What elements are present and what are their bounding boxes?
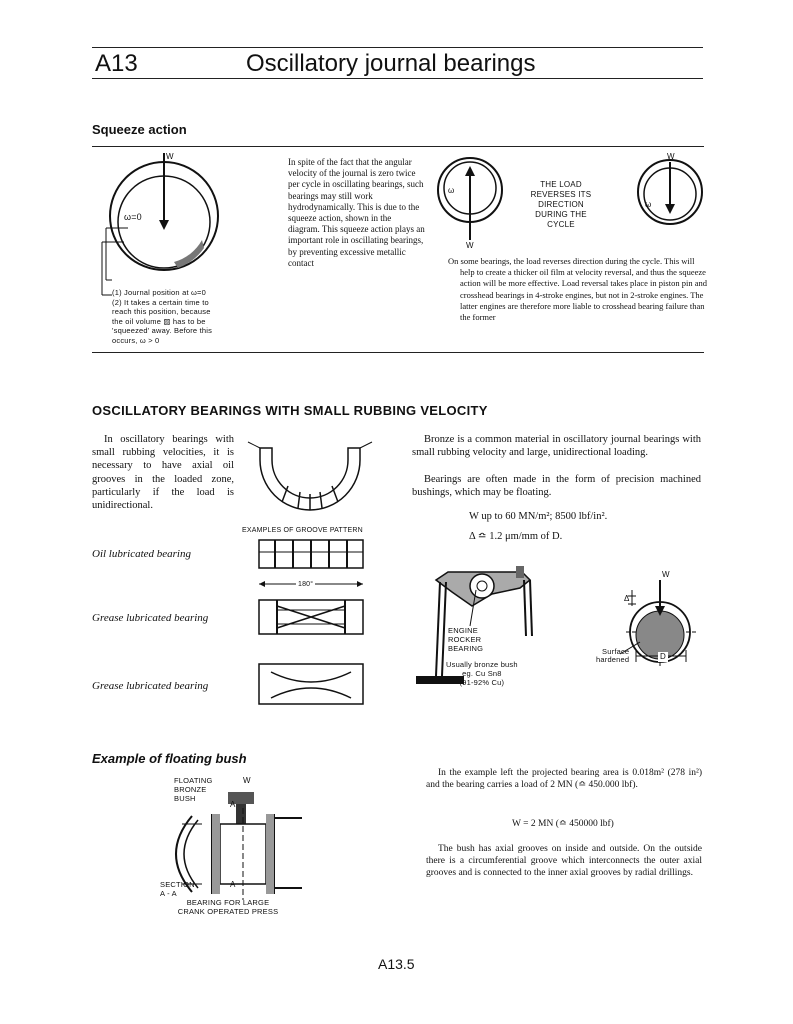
floating-w-label: W xyxy=(243,776,251,785)
fig1-note-line: occurs, ω > 0 xyxy=(112,335,160,345)
floating-para1: In the example left the projected bearing area is 0.018m² (278 in²) and the bearing carries a load of 2 MN (≏ 450.000 lbf). xyxy=(426,768,702,791)
angle-label: 180° xyxy=(298,581,314,588)
delta-label: Δ xyxy=(624,594,630,603)
fig1-note-line: (1) Journal position at ω=0 xyxy=(112,288,207,297)
small-rubbing-heading: OSCILLATORY BEARINGS WITH SMALL RUBBING VELOCITY xyxy=(92,403,488,418)
fig2-omega-label: ω xyxy=(448,186,455,195)
fig1-note-line: (2) It takes a certain time to xyxy=(112,297,209,307)
section-a-marker-top: A xyxy=(230,800,236,809)
floating-caption xyxy=(172,898,284,916)
page-title: Oscillatory journal bearings xyxy=(246,50,536,77)
surface-label-line: Surface xyxy=(602,647,630,656)
page-number: A13.5 xyxy=(378,956,415,972)
bush-note xyxy=(446,660,518,687)
fig2-center-caption xyxy=(516,180,606,230)
header-bottom-rule xyxy=(92,78,703,79)
grease-lubricated-label-2: Grease lubricated bearing xyxy=(92,680,209,692)
grease-lubricated-label-1: Grease lubricated bearing xyxy=(92,612,209,624)
floating-bush-label-line: BUSH xyxy=(174,794,196,803)
small-rubbing-right-para2: Bearings are often made in the form of precision machined bushings, which may be floating. xyxy=(412,474,701,499)
section-code: A13 xyxy=(95,50,138,77)
floating-para2: The bush has axial grooves on inside and outside. On the outside there is a circumferential groove which interconnects the outer axial grooves and is connected to the inner axial grooves by radial drillings. xyxy=(426,844,702,879)
surface-hardened-label xyxy=(596,648,629,664)
fig2-right-omega-label: ω xyxy=(645,200,652,209)
bush-note-line: eg. Cu Sn8 xyxy=(462,669,502,678)
oil-lubricated-label: Oil lubricated bearing xyxy=(92,548,191,560)
floating-caption-line: CRANK OPERATED PRESS xyxy=(177,907,279,916)
floating-formula: W = 2 MN (≏ 450000 lbf) xyxy=(512,819,614,829)
fig2-caption-line: REVERSES ITS xyxy=(530,190,592,199)
rocker-label xyxy=(448,626,483,653)
small-rubbing-right-para1: Bronze is a common material in oscillatory journal bearings with small rubbing velocity and large, unidirectional loading. xyxy=(412,434,701,459)
groove-pattern-grease-1 xyxy=(257,598,367,638)
floating-bush-heading: Example of floating bush xyxy=(92,751,247,766)
section-label-line: SECTION xyxy=(160,880,195,889)
floating-bush-label-line: FLOATING xyxy=(174,776,213,785)
diameter-label: D xyxy=(660,652,666,661)
squeeze-heading: Squeeze action xyxy=(92,122,187,137)
surface-label-line: hardened xyxy=(596,655,630,664)
floating-bush-label-line: BRONZE xyxy=(174,785,207,794)
fig1-note-line: 'squeezed' away. Before this xyxy=(112,326,213,335)
floating-caption-line: BEARING FOR LARGE xyxy=(186,898,270,907)
formula-load: W up to 60 MN/m²; 8500 lbf/in². xyxy=(469,511,608,522)
section-a-marker-bottom: A xyxy=(230,880,236,889)
bush-note-line: Usually bronze bush xyxy=(446,660,518,669)
rocker-label-line: BEARING xyxy=(448,644,484,653)
small-rubbing-left-text: In oscillatory bearings with small rubbing velocities, it is necessary to have axial oil grooves in the loaded zone, particularly if the load is unidirectional. xyxy=(92,434,234,512)
fig1-w-label: W xyxy=(166,152,174,161)
half-bearing-figure xyxy=(240,440,380,520)
squeeze-middle-text: In spite of the fact that the angular velocity of the journal is zero twice per cycle in oscillating bearings, such bearings may still work hydrodynamically. This is due to the squeeze action, shown in the diagram. This squeeze action plays an important role in oscillating bearings, by preventing excessive metallic contact xyxy=(288,157,425,268)
squeeze-top-rule xyxy=(92,146,704,147)
fig1-note-line: reach this position, because xyxy=(112,307,211,316)
fig1-notes xyxy=(112,288,262,345)
squeeze-bottom-rule xyxy=(92,352,704,353)
floating-bush-label xyxy=(174,776,213,803)
fig2-caption-line: DIRECTION xyxy=(538,200,584,209)
fig2-right-w-label: W xyxy=(667,152,675,161)
fig2-caption-line: DURING THE xyxy=(535,210,587,219)
rocker-label-line: ROCKER xyxy=(448,635,482,644)
fig1-note-line: the oil volume ▨ has to be xyxy=(112,316,206,326)
groove-pattern-grease-2 xyxy=(257,662,367,708)
bush-note-line: (91-92% Cu) xyxy=(459,678,505,687)
rocker-label-line: ENGINE xyxy=(448,626,478,635)
fig2-w-label: W xyxy=(466,241,474,250)
fig2-caption-line: THE LOAD xyxy=(540,180,582,189)
formula-clearance: Δ ≏ 1.2 μm/mm of D. xyxy=(469,531,563,542)
grooves-caption: EXAMPLES OF GROOVE PATTERN xyxy=(242,527,363,534)
section-label-line: A - A xyxy=(160,889,177,898)
journal-w-label: W xyxy=(662,570,670,579)
section-label xyxy=(160,880,195,898)
fig1-omega-label: ω=0 xyxy=(124,212,142,222)
header-top-rule xyxy=(92,47,703,48)
squeeze-right-text: On some bearings, the load reverses direction during the cycle. This will help to create a thicker oil film at velocity reversal, and thus the squeeze action will be more effective. Load reversal takes place in piston pin and crosshead bearings in 4-stroke engines, but not in 2-stroke engines. The latter engines are therefore more liable to crosshead bearing failure than the former xyxy=(448,256,707,323)
fig2-caption-line: CYCLE xyxy=(547,220,575,229)
